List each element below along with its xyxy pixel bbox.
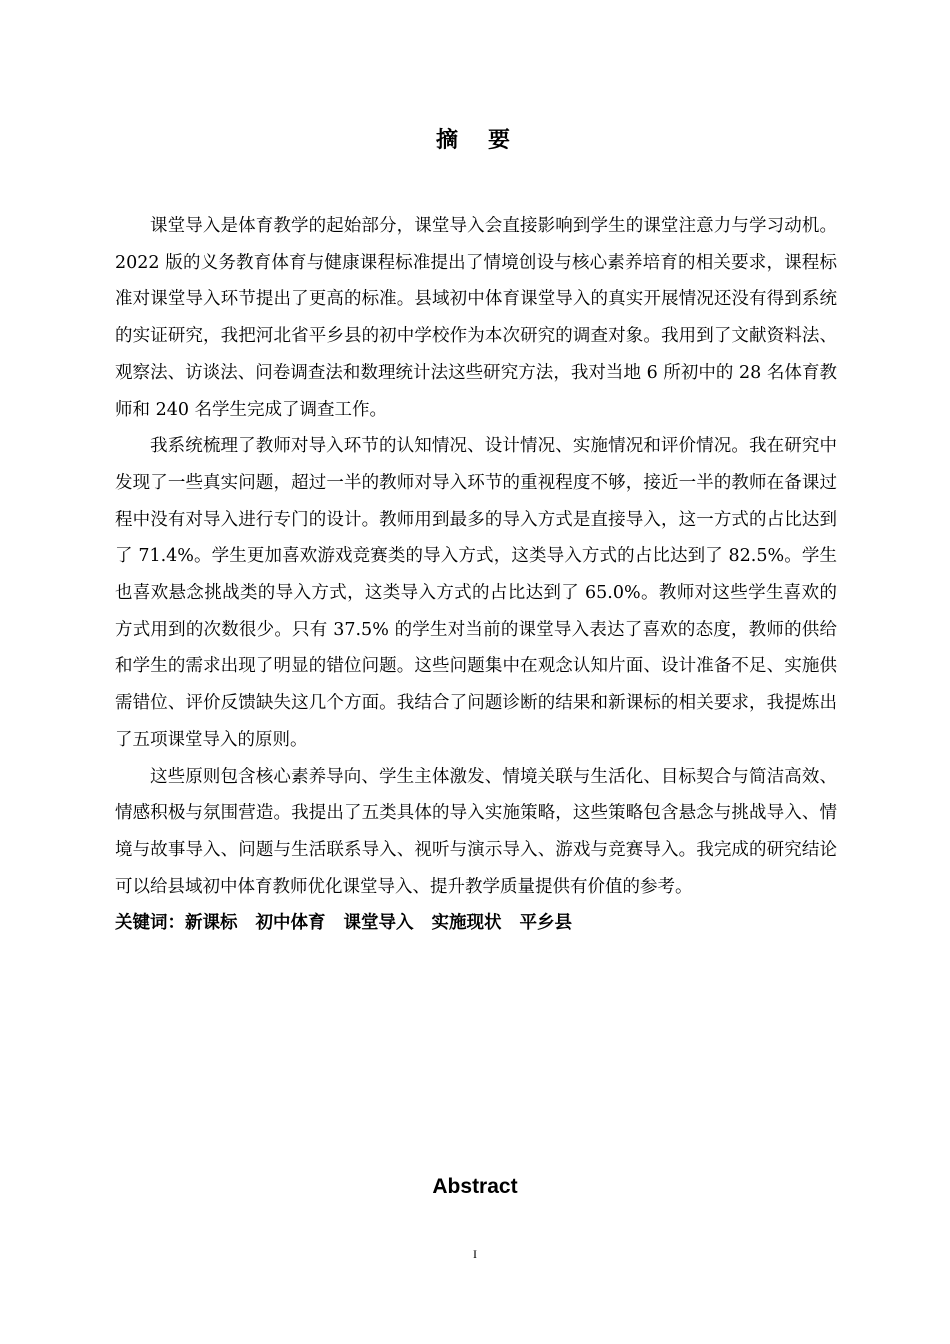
- title-char-2: 要: [488, 127, 515, 153]
- keywords-label: 关键词：: [115, 913, 185, 934]
- keywords-line: [115, 905, 837, 942]
- title-char-1: 摘: [435, 127, 462, 153]
- paragraph-2: 我系统梳理了教师对导入环节的认知情况、设计情况、实施情况和评价情况。我在研究中发现了一些真实问题，超过一半的教师对导入环节的重视程度不够，接近一半的教师在备课过程中没有对导入进行专门的设计。教师用到最多的导入方式是直接导入，这一方式的占比达到了 71.4%。学生更加喜欢游戏竞赛类的导入方式，这类导入方式的占比达到了 82.5%。学生也喜欢悬念挑战类的导入方式，这类导入方式的占比达到了 65.0%。教师对这些学生喜欢的方式用到的次数很少。只有 37.5% 的学生对当前的课堂导入表达了喜欢的态度，教师的供给和学生的需求出现了明显的错位问题。这些问题集中在观念认知片面、设计准备不足、实施供需错位、评价反馈缺失这几个方面。我结合了问题诊断的结果和新课标的相关要求，我提炼出了五项课堂导入的原则。: [115, 436, 837, 750]
- keyword-item: 初中体育: [255, 913, 326, 934]
- keyword-item: 新课标: [185, 913, 238, 934]
- abstract-heading: Abstract: [432, 1175, 518, 1198]
- keyword-item: 课堂导入: [343, 913, 414, 934]
- keyword-item: 实施现状: [431, 913, 502, 934]
- paragraph-3: 这些原则包含核心素养导向、学生主体激发、情境关联与生活化、目标契合与简洁高效、情感积极与氛围营造。我提出了五类具体的导入实施策略，这些策略包含悬念与挑战导入、情境与故事导入、问题与生活联系导入、视听与演示导入、游戏与竞赛导入。我完成的研究结论可以给县域初中体育教师优化课堂导入、提升教学质量提供有价值的参考。: [115, 766, 837, 897]
- keyword-item: 平乡县: [519, 913, 572, 934]
- abstract-body: [115, 208, 837, 942]
- page-title: [0, 124, 950, 156]
- paragraph-1: 课堂导入是体育教学的起始部分，课堂导入会直接影响到学生的课堂注意力与学习动机。2022 版的义务教育体育与健康课程标准提出了情境创设与核心素养培育的相关要求，课程标准对课堂导入环节提出了更高的标准。县域初中体育课堂导入的真实开展情况还没有得到系统的实证研究，我把河北省平乡县的初中学校作为本次研究的调查对象。我用到了文献资料法、观察法、访谈法、问卷调查法和数理统计法这些研究方法，我对当地 6 所初中的 28 名体育教师和 240 名学生完成了调查工作。: [115, 216, 837, 420]
- page-number: I: [473, 1247, 477, 1261]
